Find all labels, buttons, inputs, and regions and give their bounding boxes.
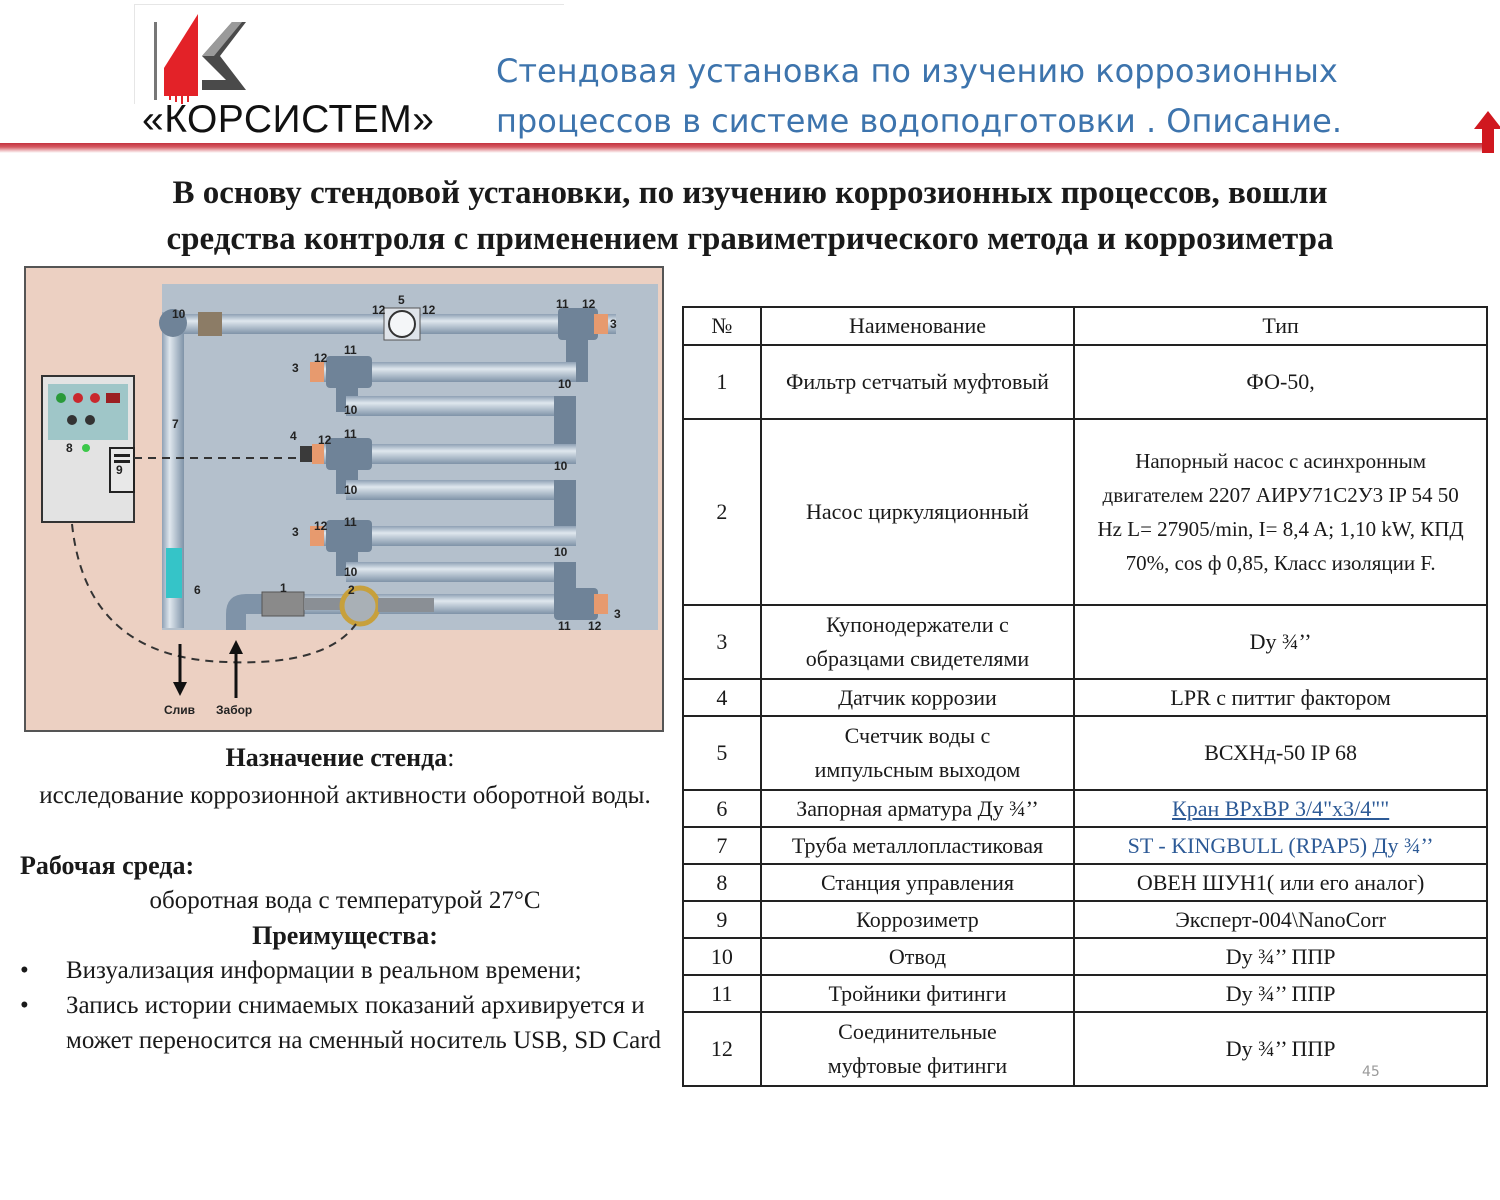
svg-text:10: 10 — [344, 403, 358, 417]
svg-text:3: 3 — [614, 607, 621, 621]
svg-text:11: 11 — [344, 515, 357, 529]
svg-text:11: 11 — [344, 343, 357, 357]
svg-text:12: 12 — [422, 303, 436, 317]
svg-text:12: 12 — [588, 619, 602, 633]
svg-text:3: 3 — [610, 317, 617, 331]
intake-label: Забор — [216, 703, 253, 717]
column-header-no: № — [683, 307, 761, 345]
company-logo-icon — [150, 14, 250, 104]
svg-text:10: 10 — [344, 565, 358, 579]
advantage-item: • Визуализация информации в реальном времени; — [20, 953, 680, 988]
stand-diagram — [24, 266, 664, 732]
pipe-type: ST - KINGBULL (RPAP5) Ду ¾’’ — [1074, 827, 1487, 864]
bullet-icon: • — [20, 992, 29, 1019]
svg-text:4: 4 — [290, 429, 297, 443]
svg-text:11: 11 — [558, 619, 571, 633]
svg-text:2: 2 — [348, 583, 355, 597]
purpose-title — [0, 740, 680, 776]
bullet-icon: • — [20, 957, 29, 984]
column-header-name: Наименование — [761, 307, 1075, 345]
svg-text:12: 12 — [314, 351, 328, 365]
svg-text:12: 12 — [582, 297, 596, 311]
table-row: 1 Фильтр сетчатый муфтовый ФО-50, — [683, 345, 1487, 419]
purpose-title-text: Назначение стенда — [225, 743, 448, 772]
svg-text:11: 11 — [556, 297, 569, 311]
table-header-row — [683, 307, 1487, 345]
svg-text:3: 3 — [292, 525, 299, 539]
svg-text:7: 7 — [172, 417, 179, 431]
table-row: 5 Счетчик воды с импульсным выходом ВСХНд-50 IP 68 — [683, 716, 1487, 790]
callout-10: 10 — [172, 307, 186, 321]
headline — [40, 170, 1460, 262]
drain-label: Слив — [164, 703, 196, 717]
svg-text:10: 10 — [554, 545, 568, 559]
purpose-text: исследование коррозионной активности оборотной воды. — [39, 782, 651, 809]
advantages-list — [20, 953, 680, 1058]
table-row: 8 Станция управления ОВЕН ШУН1( или его аналог) — [683, 864, 1487, 901]
advantages-title: Преимущества: — [252, 921, 438, 950]
table-row: 10 Отвод Dy ¾’’ ППР — [683, 938, 1487, 975]
table-row: 6 Запорная арматура Ду ¾’’ Кран ВРхВР 3/4"х3/4"" — [683, 790, 1487, 827]
svg-text:9: 9 — [116, 463, 123, 477]
table-row: 11 Тройники фитинги Dy ¾’’ ППР — [683, 975, 1487, 1012]
svg-text:8: 8 — [66, 441, 73, 455]
svg-text:11: 11 — [344, 427, 357, 441]
svg-text:10: 10 — [344, 483, 358, 497]
piping-schematic — [26, 268, 662, 730]
company-name: «КОРСИСТЕМ» — [142, 98, 435, 141]
page-title — [496, 46, 1396, 146]
env-title: Рабочая среда: — [20, 851, 195, 880]
table-row: 7 Труба металлопластиковая ST - KINGBULL (RPAP5) Ду ¾’’ — [683, 827, 1487, 864]
components-table — [682, 306, 1488, 1087]
valve-link[interactable]: Кран ВРхВР 3/4"х3/4"" — [1172, 795, 1390, 821]
page-title-line1: Стендовая установка по изучению коррозионных — [496, 52, 1338, 90]
table-row: 4 Датчик коррозии LPR с питтиг фактором — [683, 679, 1487, 716]
table-row: 9 Коррозиметр Эксперт-004\NanoCorr — [683, 901, 1487, 938]
column-header-type: Тип — [1074, 307, 1487, 345]
headline-line2: средства контроля с применением гравиметрического метода и коррозиметра — [166, 221, 1334, 257]
svg-text:10: 10 — [554, 459, 568, 473]
table-row: 12 Соединительные муфтовые фитинги Dy ¾’’ ППР — [683, 1012, 1487, 1086]
table-row: 2 Насос циркуляционный Напорный насос с асинхронным двигателем 2207 АИРУ71С2У3 IP 54 50 Hz L= 27905/min, I= 8,4 A; 1,10 kW, КПД 70%, cos ф 0,85, Класс изоляции F. — [683, 419, 1487, 605]
svg-text:12: 12 — [314, 519, 328, 533]
svg-text:12: 12 — [372, 303, 386, 317]
callout-5: 5 — [398, 293, 405, 307]
svg-text:12: 12 — [318, 433, 332, 447]
svg-text:10: 10 — [558, 377, 572, 391]
page-title-line2: процессов в системе водоподготовки . Описание. — [496, 102, 1342, 140]
advantage-item: • Запись истории снимаемых показаний архивируется и может переносится на сменный носитель USB, SD Card — [20, 988, 680, 1058]
env-text: оборотная вода с температурой 27°С — [149, 887, 541, 914]
headline-line1: В основу стендовой установки, по изучению коррозионных процессов, вошли — [172, 175, 1328, 211]
purpose-colon: : — [447, 743, 455, 772]
page-number: 45 — [1362, 1064, 1380, 1080]
up-arrow-icon — [1474, 111, 1500, 153]
svg-text:1: 1 — [280, 581, 287, 595]
header-divider — [0, 143, 1490, 153]
table-row: 3 Купонодержатели с образцами свидетелями Dy ¾’’ — [683, 605, 1487, 679]
svg-text:6: 6 — [194, 583, 201, 597]
svg-text:3: 3 — [292, 361, 299, 375]
